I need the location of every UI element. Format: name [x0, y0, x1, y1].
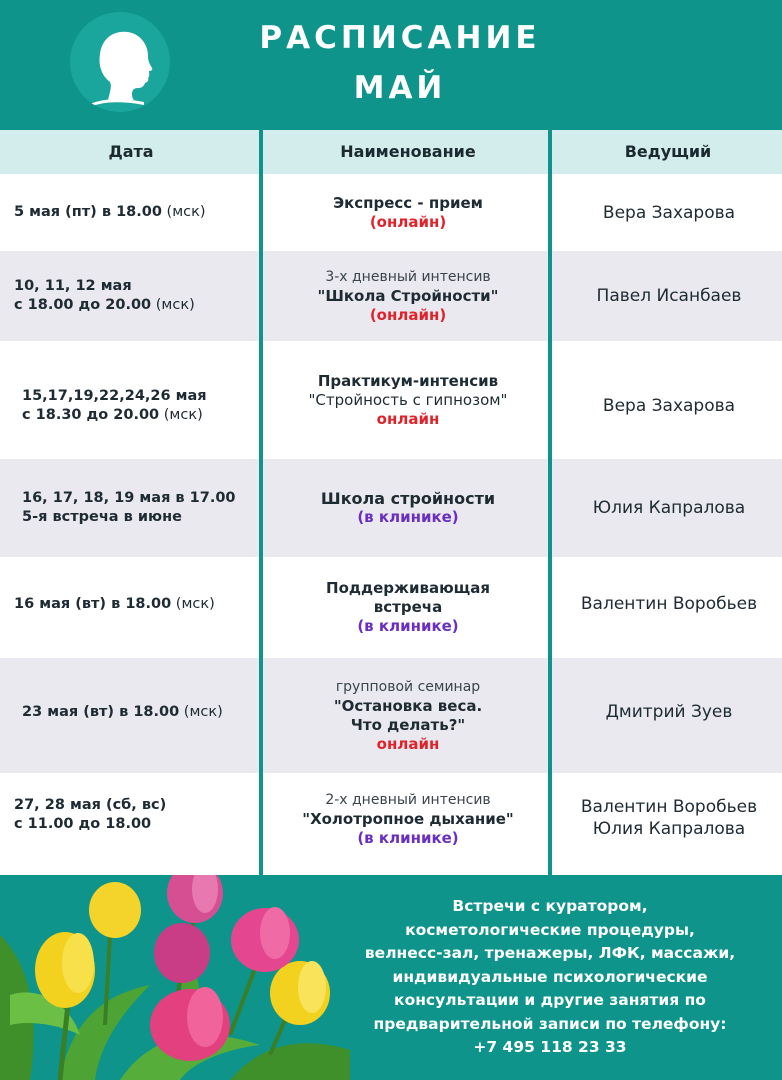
time-text: с 18.30 до 20.00 — [22, 407, 160, 423]
footer-line: Встречи с куратором, — [452, 897, 648, 915]
timezone-text: (мск) — [151, 297, 195, 313]
row-5-name — [266, 557, 550, 658]
event-title: Практикум-интенсив — [317, 371, 499, 390]
row-1-date — [14, 174, 259, 251]
row-6-name — [266, 658, 550, 773]
host-name: Валентин Воробьев — [580, 594, 758, 614]
time-text: с 11.00 до 18.00 — [14, 816, 152, 832]
header-banner — [0, 0, 782, 130]
date-text: 16, 17, 18, 19 мая в 17.00 — [22, 490, 236, 506]
host-name: Юлия Капралова — [592, 498, 746, 518]
host-name: Дмитрий Зуев — [605, 702, 733, 722]
event-type: групповой семинар — [335, 678, 481, 695]
date-note: 5-я встреча в июне — [22, 509, 182, 525]
event-title: "Холотропное дыхание" — [302, 809, 514, 828]
host-name-2: Юлия Капралова — [592, 819, 746, 839]
row-4-name — [266, 459, 550, 557]
status-badge: (в клинике) — [357, 828, 459, 847]
event-subtitle: "Стройность с гипнозом" — [308, 390, 508, 409]
event-type: 3-х дневный интенсив — [325, 268, 491, 285]
row-2-host — [556, 251, 782, 341]
time-text: с 18.00 до 20.00 — [14, 297, 152, 313]
row-4-host — [556, 459, 782, 557]
row-2-date — [14, 251, 259, 341]
host-name: Вера Захарова — [602, 202, 736, 223]
column-header-name: Наименование — [340, 142, 476, 161]
tulips-bouquet-icon — [0, 875, 350, 1080]
row-3-date — [22, 341, 267, 471]
event-title: Школа стройности — [320, 489, 496, 508]
footer-line: предварительной записи по телефону: — [373, 1014, 727, 1033]
timezone-text: (мск) — [179, 703, 223, 720]
date-text: 23 мая (вт) в 18.00 — [22, 703, 180, 720]
row-7-name — [266, 773, 550, 865]
page-title: РАСПИСАНИЕ — [259, 20, 541, 56]
event-title-line2: Что делать?" — [350, 715, 466, 734]
row-1-name — [266, 174, 550, 251]
row-6-host — [556, 658, 782, 766]
footer-line: консультации и другие занятия по — [394, 991, 706, 1009]
event-title: Экспресс - прием — [333, 193, 483, 212]
event-type: 2-х дневный интенсив — [325, 791, 491, 808]
status-badge: (онлайн) — [369, 212, 447, 231]
timezone-text: (мск) — [161, 204, 206, 220]
date-text: 15,17,19,22,24,26 мая — [22, 388, 207, 404]
date-text: 10, 11, 12 мая — [14, 278, 132, 294]
page-subtitle-month: МАЙ — [353, 70, 447, 106]
status-badge: (в клинике) — [357, 508, 459, 526]
row-5-host — [556, 557, 782, 651]
head-profile-logo-icon — [70, 12, 170, 112]
row-7-date — [14, 773, 259, 857]
status-badge: онлайн — [376, 734, 440, 753]
host-name: Вера Захарова — [602, 396, 736, 416]
row-3-host — [556, 341, 782, 471]
event-title: "Остановка веса. — [333, 696, 483, 715]
row-3-name — [266, 341, 550, 459]
row-1-host — [556, 174, 782, 251]
row-2-name — [266, 251, 550, 341]
host-name: Павел Исанбаев — [596, 286, 742, 306]
column-header-host: Ведущий — [624, 142, 712, 161]
timezone-text: (мск) — [159, 407, 203, 423]
date-text: 16 мая (вт) в 18.00 — [14, 595, 172, 612]
event-title: Поддерживающая — [326, 579, 490, 597]
footer-line: индивидуальные психологические — [392, 967, 708, 986]
event-title: "Школа Стройности" — [317, 286, 499, 305]
status-badge: (онлайн) — [369, 305, 447, 324]
phone-number: +7 495 118 23 33 — [473, 1038, 627, 1056]
timezone-text: (мск) — [171, 595, 215, 612]
row-6-date — [22, 658, 267, 766]
status-badge: онлайн — [376, 409, 440, 428]
row-5-date — [14, 557, 259, 651]
date-text: 27, 28 мая (сб, вс) — [14, 797, 167, 813]
host-name: Валентин Воробьев — [580, 797, 758, 817]
date-text: 5 мая (пт) в 18.00 — [14, 204, 162, 220]
column-header-date: Дата — [108, 142, 154, 161]
status-badge: (в клинике) — [357, 617, 459, 635]
footer-info-text — [350, 895, 750, 1060]
footer-line: косметологические процедуры, — [405, 920, 695, 939]
footer-line: велнесс-зал, тренажеры, ЛФК, массажи, — [364, 944, 736, 962]
event-title-line2: встреча — [373, 598, 443, 616]
row-4-date — [22, 459, 267, 557]
row-7-host — [556, 773, 782, 863]
footer-banner — [0, 875, 782, 1080]
